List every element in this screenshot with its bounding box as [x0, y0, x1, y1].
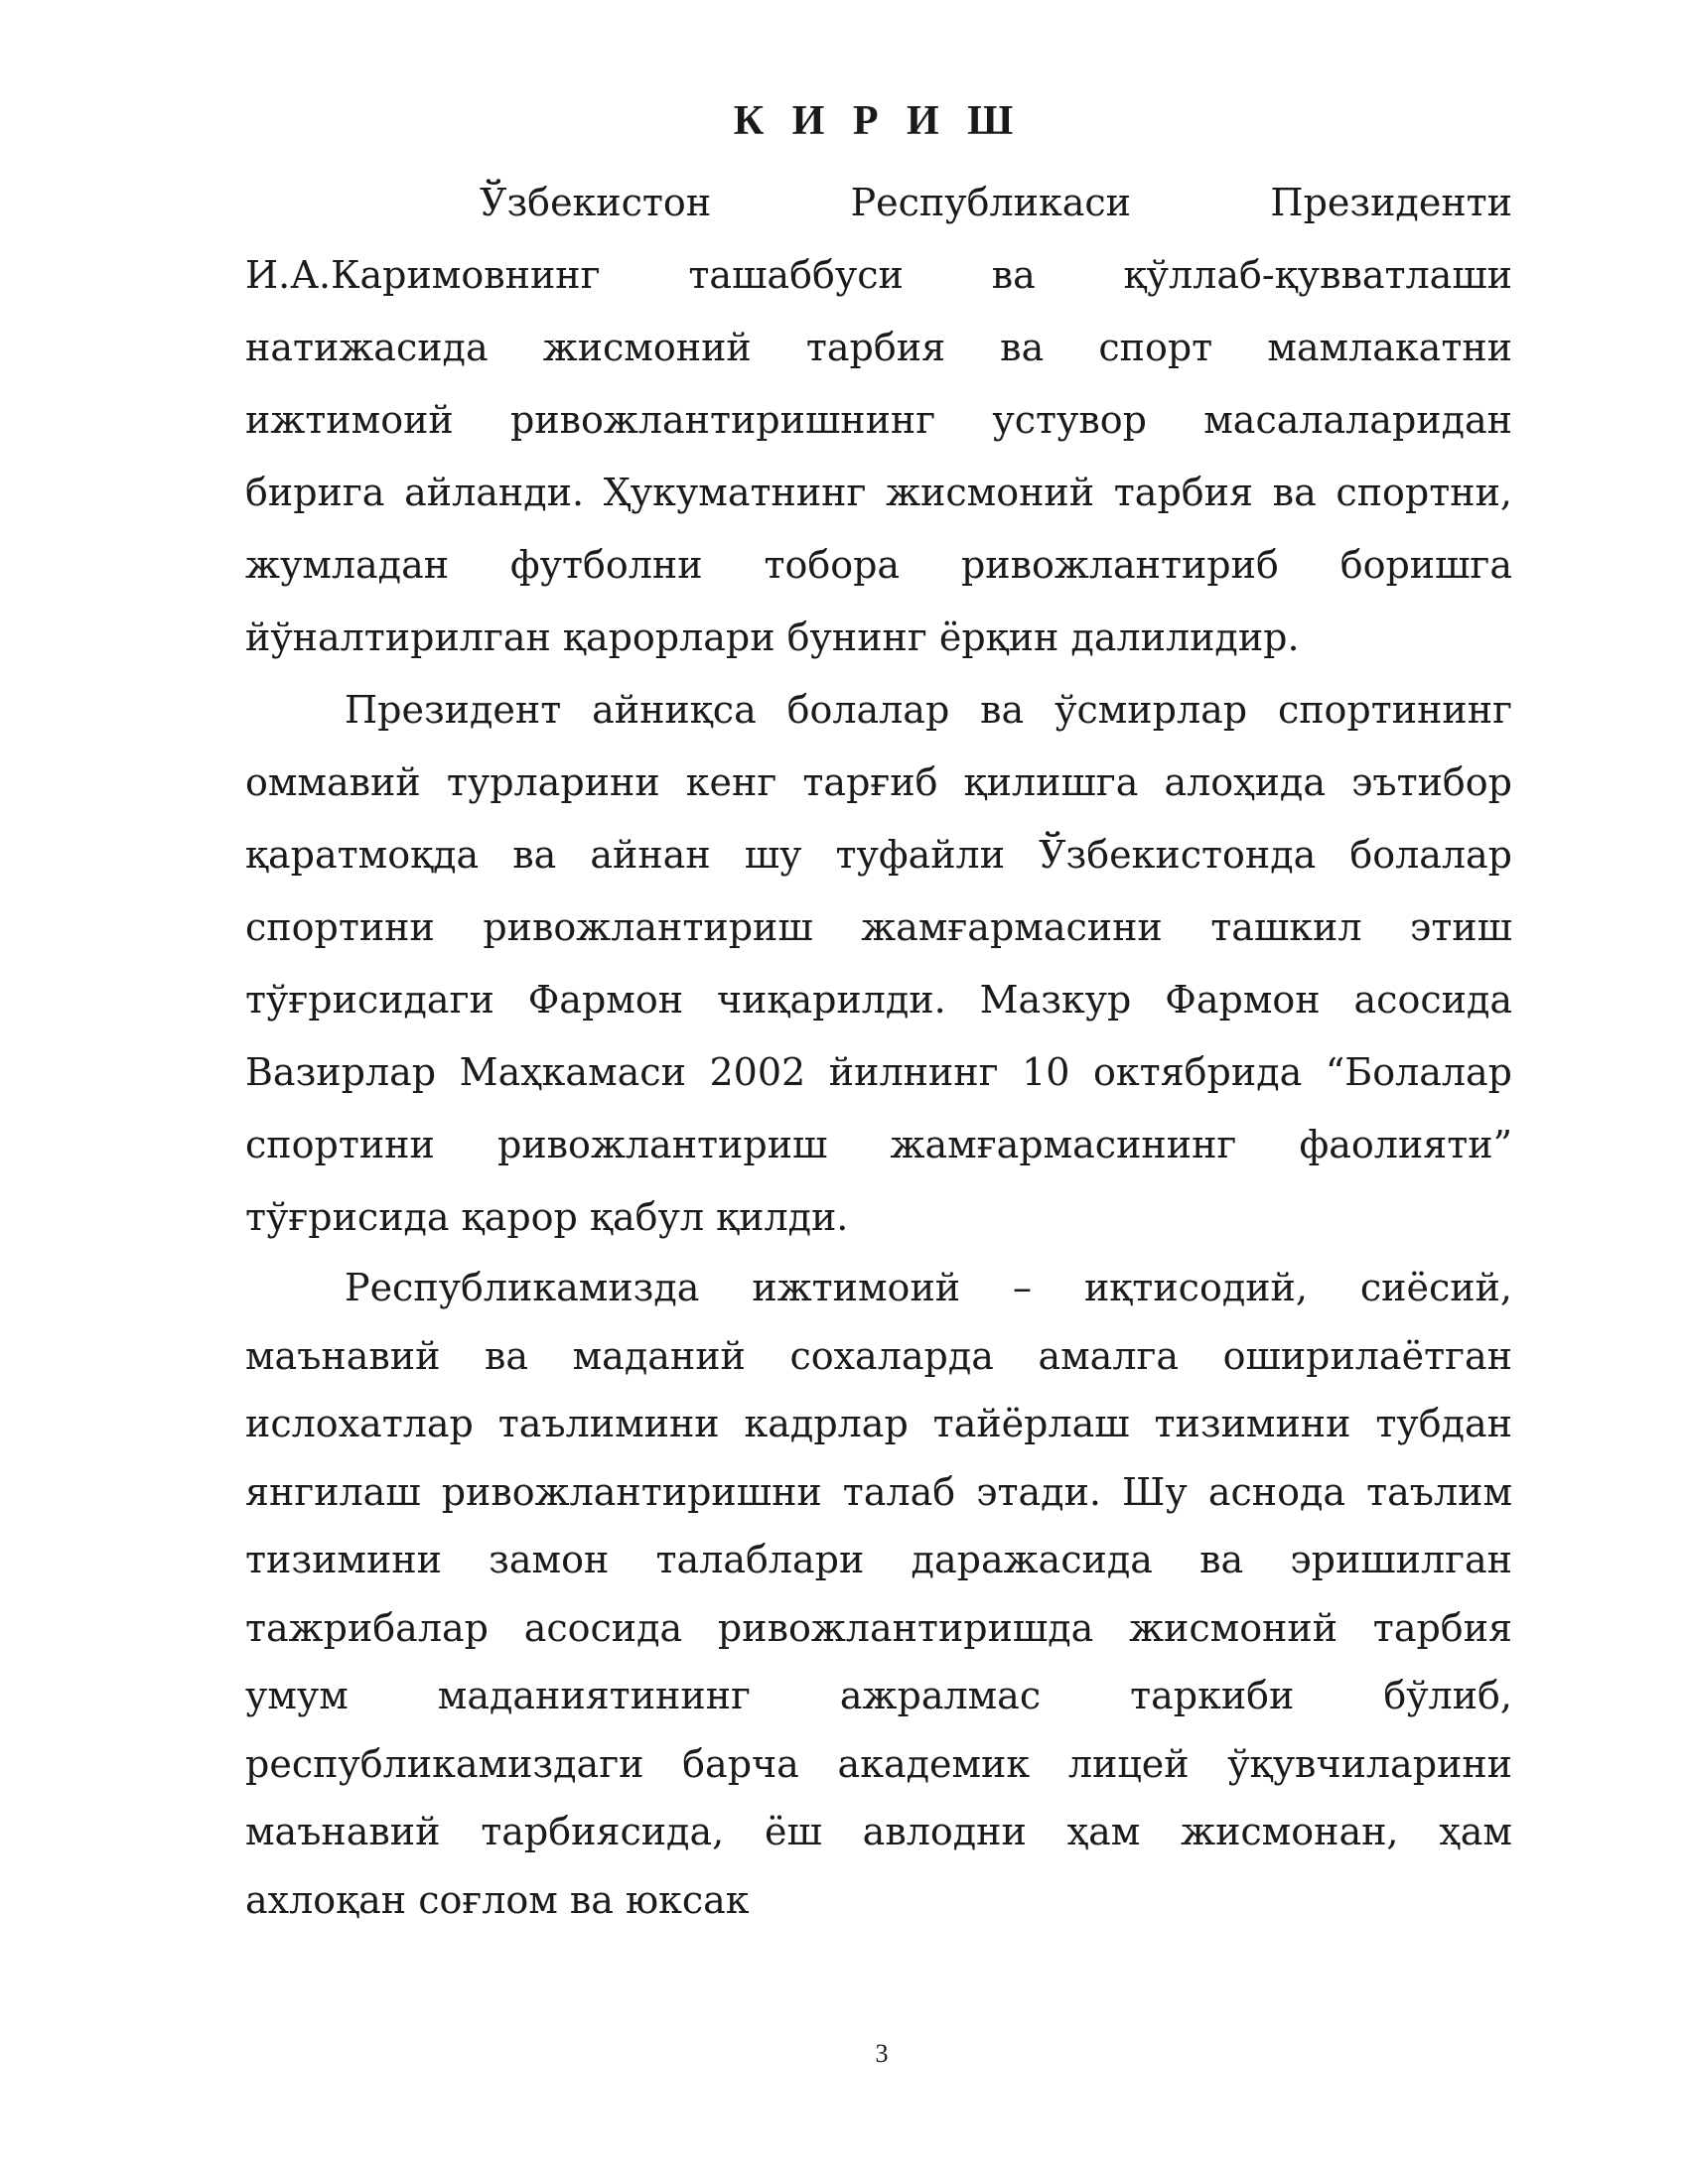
- paragraph-2: Президент айниқса болалар ва ўсмирлар спортининг оммавий турларини кенг тарғиб қилишга алоҳида эътибор қаратмоқда ва айнан шу туфайли Ўзбекистонда болалар спортини ривожлантириш жамғармасини ташкил этиш тўғрисидаги Фармон чиқарилди. Мазкур Фармон асосида Вазирлар Маҳкамаси 2002 йилнинг 10 октябрида “Болалар спортини ривожлантириш жамғармасининг фаолияти” тўғрисида қарор қабул қилди.: [245, 688, 1512, 1239]
- paragraph-3: Республикамизда ижтимоий – иқтисодий, сиёсий, маънавий ва маданий сохаларда амалга оширилаётган ислохатлар таълимини кадрлар тайёрлаш тизимини тубдан янгилаш ривожлантиришни талаб этади. Шу аснода таълим тизимини замон талаблари даражасида ва эришилган тажрибалар асосида ривожлантиришда жисмоний тарбия умум маданиятининг ажралмас таркиби бўлиб, республикамиздаги барча академик лицей ўқувчиларини маънавий тарбиясида, ёш авлодни ҳам жисмонан, ҳам ахлоқан соғлом ва юксак: [245, 1266, 1512, 1922]
- document-body: [245, 167, 1512, 1934]
- page-title: К И Р И Ш: [733, 98, 1023, 144]
- paragraph-1: Ўзбекистон Республикаси Президенти И.А.Каримовнинг ташаббуси ва қўллаб-қувватлаши натижасида жисмоний тарбия ва спорт мамлакатни ижтимоий ривожлантиришнинг устувор масалаларидан бирига айланди. Ҳукуматнинг жисмоний тарбия ва спортни, жумладан футболни тобора ривожлантириб боришга йўналтирилган қарорлари бунинг ёрқин далилидир.: [245, 181, 1512, 659]
- page-number: 3: [875, 2039, 889, 2068]
